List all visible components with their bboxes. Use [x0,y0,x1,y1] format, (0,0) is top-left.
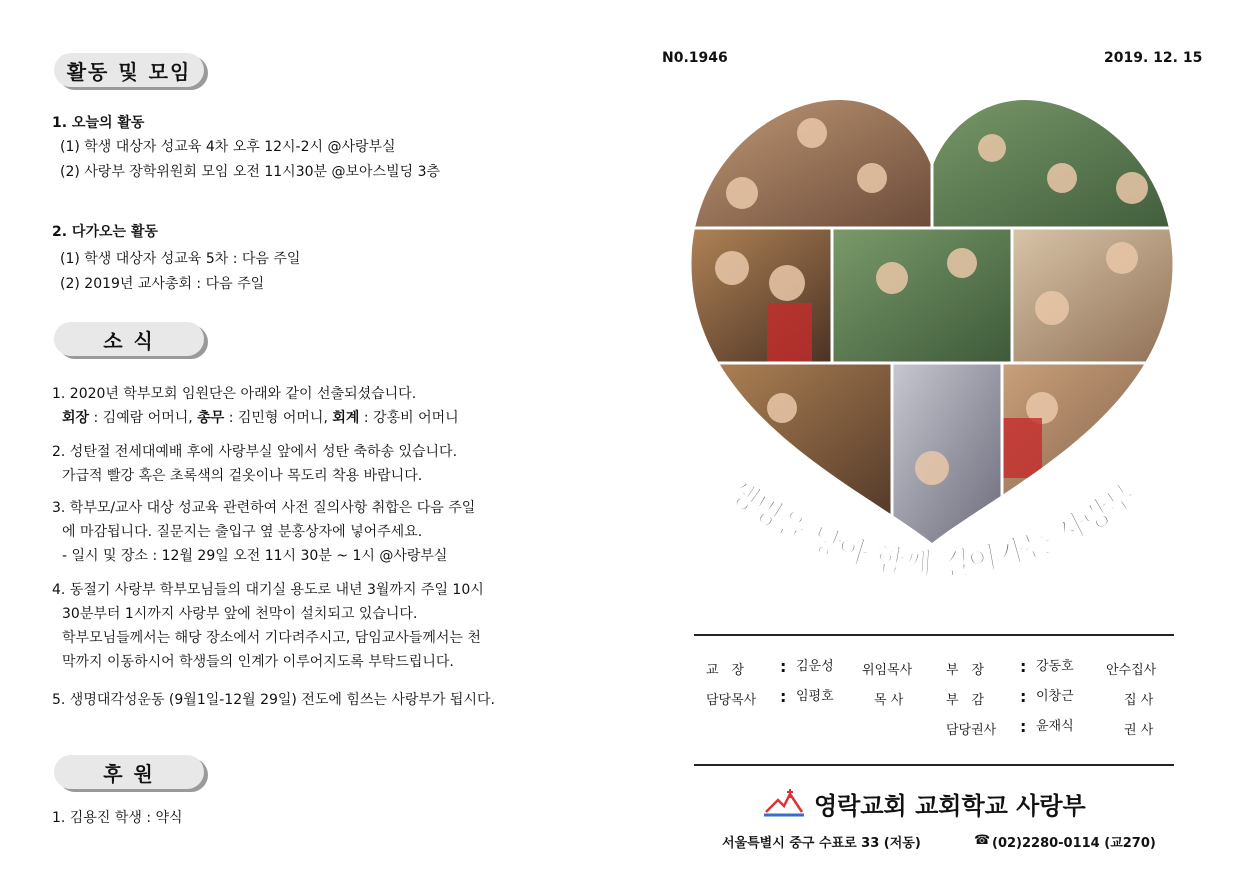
staff-r3-role-b: 담당권사 [946,723,997,738]
today-item-1: (1) 학생 대상자 성교육 4차 오후 12시-2시 @사랑부실 [60,139,396,155]
staff-r2-title-a: 목 사 [874,693,904,708]
news-item-3-line-3: - 일시 및 장소 : 12월 29일 오전 11시 30분 ~ 1시 @사랑부실 [62,548,448,564]
news-item-4-line-1: 4. 동절기 사랑부 학부모님들의 대기실 용도로 내년 3월까지 주일 10시 [52,582,484,598]
staff-r2-role-b: 부 감 [946,693,985,708]
issue-date: 2019. 12. 15 [1104,50,1203,66]
news-item-4-line-4: 막까지 이동하시어 학생들의 인계가 이루어지도록 부탁드립니다. [62,654,454,670]
staff-r2-colon-b: : [1020,687,1027,706]
address: 서울특별시 중구 수표로 33 (저동) [722,836,921,851]
divider-top [694,634,1174,636]
divider-bottom [694,764,1174,766]
staff-r3-name-b: 윤재식 [1036,719,1074,734]
news-heading: 소 식 [54,322,204,356]
treasurer-value: : 강홍비 어머니 [359,410,459,426]
staff-r2-name-a: 임평호 [796,689,834,704]
phone-number: (02)2280-0114 (교270) [992,836,1156,851]
staff-r3-title-b: 권 사 [1124,723,1154,738]
secretary-label: 총무 [197,410,225,426]
staff-r1-name-b: 강동호 [1036,659,1074,674]
upcoming-item-2: (2) 2019년 교사총회 : 다음 주일 [60,276,265,292]
news-item-4-line-2: 30분부터 1시까지 사랑부 앞에 천막이 설치되고 있습니다. [62,606,418,622]
support-item-1: 1. 김용진 학생 : 약식 [52,810,183,826]
staff-r2-name-b: 이창근 [1036,689,1074,704]
president-value: : 김예람 어머니, [89,410,198,426]
staff-r1-title-b: 안수집사 [1106,663,1157,678]
church-logo-icon [762,788,806,818]
upcoming-item-1: (1) 학생 대상자 성교육 5차 : 다음 주일 [60,251,301,267]
telephone-icon: ☎ [974,833,991,848]
news-item-1 [52,382,459,430]
staff-r1-colon-b: : [1020,657,1027,676]
staff-r1-role-b: 부 장 [946,663,985,678]
staff-r2-colon-a: : [780,687,787,706]
news-item-5 [52,688,495,712]
today-item-2: (2) 사랑부 장학위원회 모임 오전 11시30분 @보아스빌딩 3층 [60,164,440,180]
staff-r2-role-a: 담당목사 [706,693,757,708]
news-item-2-line-1: 2. 성탄절 전세대예배 후에 사랑부실 앞에서 성탄 축하송 있습니다. [52,444,458,460]
news-item-5-line-1: 5. 생명대각성운동 (9월1일-12월 29일) 전도에 힘쓰는 사랑부가 됩시다. [52,692,495,708]
news-item-2 [52,440,457,488]
slogan-text: 생명을 낳아 함께 걸어가는 사랑부 [721,473,1143,583]
president-label: 회장 [62,410,90,426]
today-activities-title: 1. 오늘의 활동 [52,115,145,131]
staff-r2-title-b: 집 사 [1124,693,1154,708]
news-item-3 [52,496,475,568]
upcoming-activities-title: 2. 다가오는 활동 [52,224,158,240]
heart-photo-collage [662,88,1202,628]
news-item-1-line-2 [52,406,459,430]
issue-number: N0.1946 [662,50,728,66]
news-item-1-line-1: 1. 2020년 학부모회 임원단은 아래와 같이 선출되셨습니다. [52,386,417,402]
support-heading: 후 원 [54,755,204,789]
staff-r1-title-a: 위임목사 [862,663,913,678]
secretary-value: : 김민형 어머니, [224,410,333,426]
news-item-2-line-2: 가급적 빨강 혹은 초록색의 겉옷이나 목도리 착용 바랍니다. [62,468,423,484]
news-item-4 [52,578,484,674]
news-item-3-line-1: 3. 학부모/교사 대상 성교육 관련하여 사전 질의사항 취합은 다음 주일 [52,500,476,516]
activities-heading: 활동 및 모임 [54,53,204,87]
news-item-4-line-3: 학부모님들께서는 해당 장소에서 기다려주시고, 담임교사들께서는 천 [62,630,481,646]
organization-name: 영락교회 교회학교 사랑부 [814,792,1086,820]
staff-r1-role-a: 교 장 [706,663,745,678]
treasurer-label: 회계 [332,410,360,426]
staff-r1-colon-a: : [780,657,787,676]
staff-r1-name-a: 김운성 [796,659,834,674]
news-item-3-line-2: 에 마감됩니다. 질문지는 출입구 옆 분홍상자에 넣어주세요. [62,524,423,540]
staff-r3-colon-b: : [1020,717,1027,736]
